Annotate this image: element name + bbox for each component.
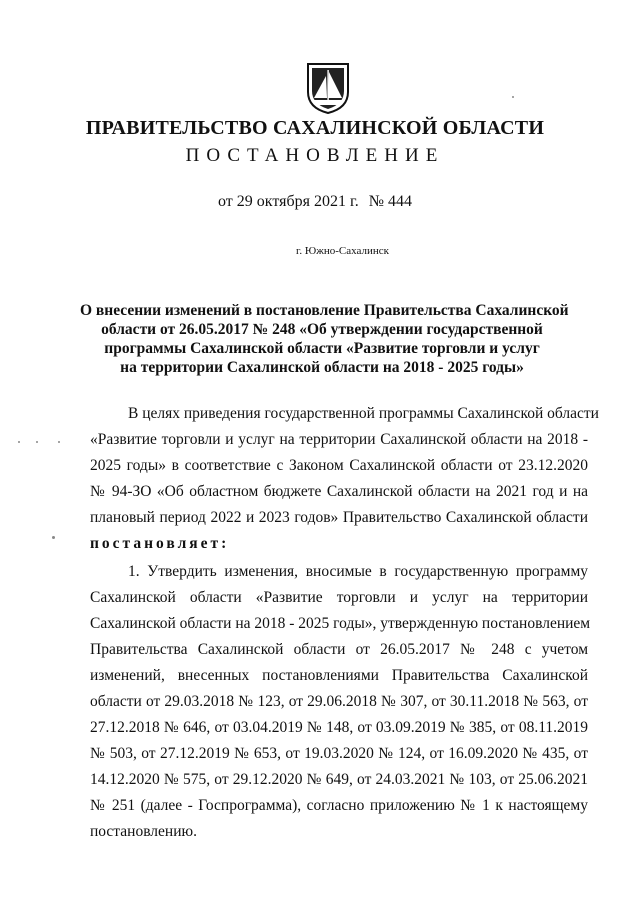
resolves-word: постановляет: — [90, 535, 230, 552]
scan-speck — [52, 536, 55, 539]
body-line: № 503, от 27.12.2019 № 653, от 19.03.2020 № 124, от 16.09.2020 № 435, от — [90, 745, 588, 762]
decree-date: от 29 октября 2021 г. — [217, 193, 359, 210]
body-line: 1. Утвердить изменения, вносимые в государственную программу — [128, 563, 588, 580]
scan-speck — [36, 441, 38, 443]
body-line: № 94-ЗО «Об областном бюджете Сахалинской области на 2021 год и на — [90, 483, 588, 500]
subject-line: области от 26.05.2017 № 248 «Об утверждении государственной — [101, 321, 543, 338]
body-line: 2025 годы» в соответствие с Законом Сахалинской области от 23.12.2020 — [90, 457, 588, 474]
body-line: постановлению. — [90, 823, 197, 840]
body-line: «Развитие торговли и услуг на территории Сахалинской области на 2018 - — [90, 431, 588, 448]
government-title: ПРАВИТЕЛЬСТВО САХАЛИНСКОЙ ОБЛАСТИ — [85, 117, 545, 139]
scan-speck — [18, 441, 20, 443]
body-line: № 251 (далее - Госпрограмма), согласно приложению № 1 к настоящему — [90, 797, 588, 814]
subject-line: на территории Сахалинской области на 2018 - 2025 годы» — [120, 359, 524, 376]
body-line: 27.12.2018 № 646, от 03.04.2019 № 148, от 03.09.2019 № 385, от 08.11.2019 — [90, 719, 588, 736]
body-line: Сахалинской области «Развитие торговли и услуг на территории — [90, 589, 588, 606]
scan-speck — [58, 441, 60, 443]
subject-line: О внесении изменений в постановление Правительства Сахалинской — [80, 302, 569, 319]
body-line: плановый период 2022 и 2023 годов» Правительство Сахалинской области — [90, 509, 588, 526]
coat-of-arms-icon — [304, 58, 352, 114]
body-line: 14.12.2020 № 575, от 29.12.2020 № 649, от 24.03.2021 № 103, от 25.06.2021 — [90, 771, 588, 788]
city: г. Южно-Сахалинск — [296, 245, 389, 257]
body-line: В целях приведения государственной программы Сахалинской области — [128, 405, 599, 422]
body-line: Сахалинской области на 2018 - 2025 годы», утвержденную постановлением — [90, 615, 591, 632]
body-line: изменений, внесенных постановлениями Правительства Сахалинской — [90, 667, 588, 684]
document-type: ПОСТАНОВЛЕНИЕ — [185, 145, 445, 166]
decree-number: № 444 — [368, 193, 412, 210]
subject-line: программы Сахалинской области «Развитие торговли и услуг — [104, 340, 540, 357]
body-line: области от 29.03.2018 № 123, от 29.06.2018 № 307, от 30.11.2018 № 563, от — [90, 693, 588, 710]
scan-speck — [512, 96, 514, 98]
decree-subject — [80, 301, 569, 377]
body-line: Правительства Сахалинской области от 26.05.2017 № 248 с учетом — [90, 641, 588, 658]
decree-date-line — [0, 193, 630, 211]
